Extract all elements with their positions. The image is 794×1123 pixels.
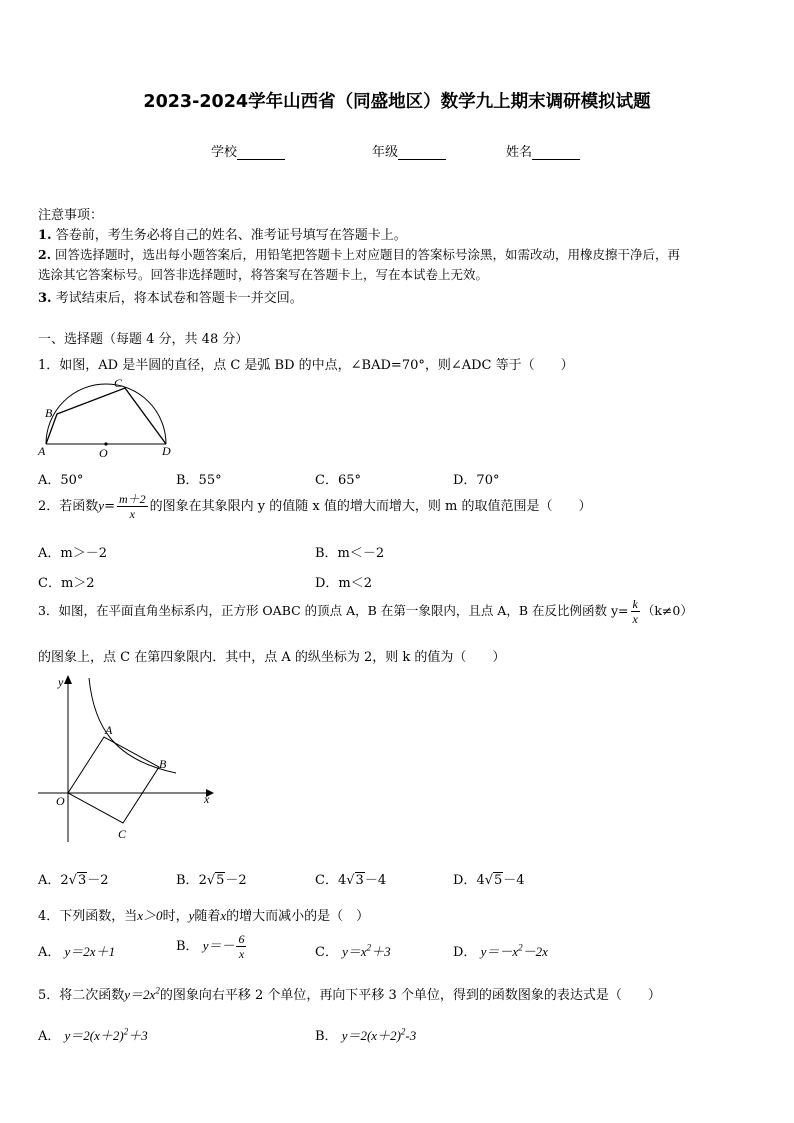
q1-option-c: C．65°: [315, 473, 361, 488]
school-field: [211, 141, 285, 160]
y-axis-arrow: [64, 675, 72, 684]
q5-option-a: A． $y=2(x+2)^2+3$: [38, 1026, 148, 1044]
q3-coordinate-figure: [36, 672, 220, 844]
square-OABC: [68, 737, 159, 823]
q4-fraction: $\frac{6}{x}$: [238, 932, 245, 961]
q3-option-b: B．2√5－2: [176, 873, 247, 888]
label-A: A: [105, 723, 113, 737]
grade-blank: [398, 146, 446, 160]
school-label: 学校: [211, 145, 238, 160]
label-B: B: [45, 406, 53, 420]
q3-fraction: $\frac{k}{x}$: [632, 597, 638, 626]
name-field: [506, 141, 580, 160]
q4-option-a: A． y＝2x＋1: [38, 944, 116, 960]
q3-stem-line2: 的图象上，点 C 在第四象限内．其中，点 A 的纵坐标为 2，则 k 的值为（ ）: [38, 650, 506, 665]
notice-item-2: 2. 回答选择题时，选出每小题答案后，用铅笔把答题卡上对应题目的答案标号涂黑，如需改动，用橡皮擦干净后，再: [38, 247, 681, 262]
label-x: x: [204, 792, 210, 806]
notice-item-3: 3. 考试结束后，将本试卷和答题卡一并交回。: [38, 291, 303, 306]
page-title: 2023-2024学年山西省（同盛地区）数学九上期末调研模拟试题: [143, 92, 651, 112]
label-C: C: [118, 827, 127, 841]
q1-option-b: B．55°: [176, 473, 222, 488]
q1-option-a: A．50°: [38, 473, 84, 488]
q3-option-a: A．2√3－2: [38, 873, 109, 888]
label-B: B: [159, 757, 167, 771]
notice-item-2-cont: 选涂其它答案标号。回答非选择题时，将答案写在答题卡上，写在本试卷上无效。: [38, 267, 489, 282]
q2-stem: 2．若函数y= $\frac{m+2}{x}$ 的图象在其象限内 y 的值随 x 值的增大而增大，则 m 的取值范围是（ ）: [38, 492, 592, 521]
q5-option-b: B． $y=2(x+2)^2-3$: [315, 1026, 417, 1044]
q4-stem: 4．下列函数，当x＞0时，y随着x的增大而减小的是（ ）: [38, 908, 370, 924]
q5-stem: 5．将二次函数$y=2x^2$的图象向右平移 2 个单位，再向下平移 3 个单位，得到的函数图象的表达式是（ ）: [38, 985, 661, 1003]
q2-option-a: A．m＞－2: [38, 546, 107, 561]
name-blank: [532, 146, 580, 160]
label-O: O: [99, 446, 108, 458]
semicircle-arc: [46, 384, 166, 444]
label-A: A: [38, 444, 46, 458]
label-y: y: [58, 675, 64, 689]
q1-stem: 1．如图，AD 是半圆的直径，点 C 是弧 BD 的中点，∠BAD=70°，则∠ADC 等于（ ）: [38, 358, 574, 373]
q4-option-c: C． $y=x^2+3$: [315, 942, 391, 960]
label-C: C: [114, 376, 123, 390]
section-heading: 一、选择题（每题 4 分，共 48 分）: [38, 332, 249, 347]
notice-heading: 注意事项：: [38, 208, 104, 223]
q2-option-c: C．m＞2: [38, 576, 95, 591]
school-blank: [237, 146, 285, 160]
q4-option-d: D． $y=-x^2-2x$: [453, 942, 548, 960]
q2-fraction: $\frac{m+2}{x}$: [118, 492, 146, 521]
label-D: D: [162, 444, 171, 458]
grade-label: 年级: [372, 145, 399, 160]
chords-ABCD: [46, 388, 166, 444]
q1-semicircle-figure: [36, 374, 178, 458]
q2-option-d: D．m＜2: [315, 576, 373, 591]
q3-option-d: D．4√5－4: [453, 873, 525, 888]
q3-option-c: C．4√3－4: [315, 873, 387, 888]
name-label: 姓名: [506, 145, 533, 160]
q1-option-d: D．70°: [453, 473, 500, 488]
q4-option-b: B． y＝－ $\frac{6}{x}$: [176, 932, 245, 961]
q2-option-b: B．m＜－2: [315, 546, 385, 561]
q3-stem-line1: 3．如图，在平面直角坐标系内，正方形 OABC 的顶点 A，B 在第一象限内，且点 A，B 在反比例函数 y= $\frac{k}{x}$ （k≠0）: [38, 597, 693, 626]
label-O: O: [56, 794, 65, 808]
grade-field: [372, 141, 446, 160]
notice-item-1: 1. 答卷前，考生务必将自己的姓名、准考证号填写在答题卡上。: [38, 228, 407, 243]
